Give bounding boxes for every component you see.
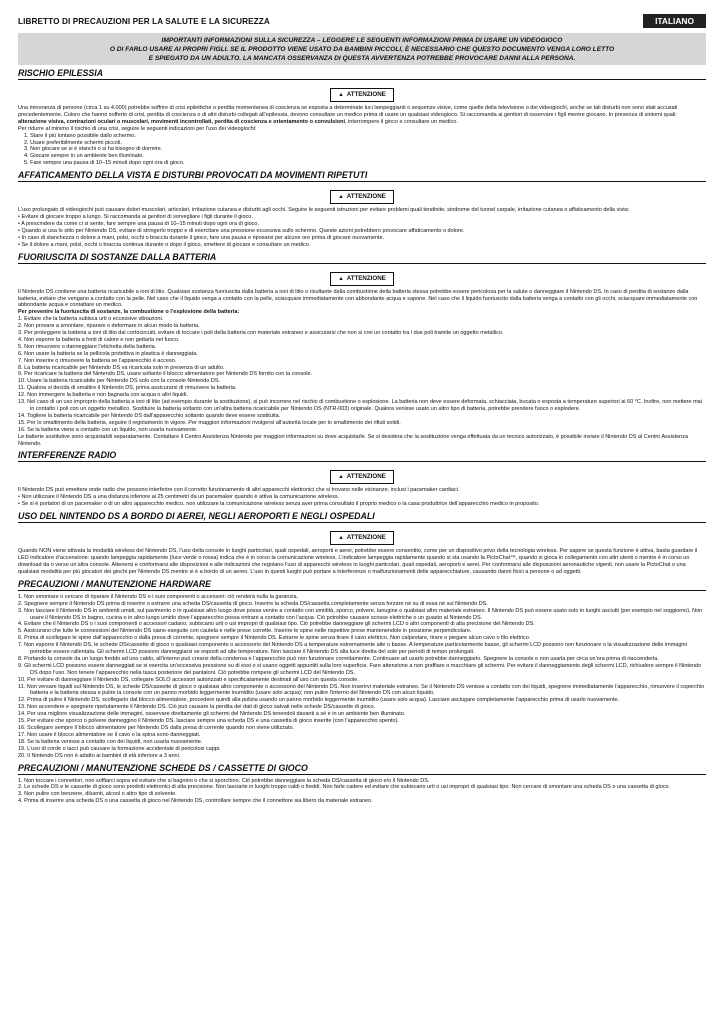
section-title: RISCHIO EPILESSIA xyxy=(18,68,706,80)
warning-triangle-icon: ▲ xyxy=(338,92,344,98)
list-item: 14. Per una migliore visualizzazione delle immagini, osservare direttamente gli schermi del Nintendo DS tenendoli davanti a sé e in un ambiente ben illuminato. xyxy=(18,711,406,718)
intro-line-2: O DI FARLO USARE AI PROPRI FIGLI. SE IL PRODOTTO VIENE USATO DA BAMBINI PICCOLI, È NECESSARIO CHE QUESTO DOCUMENTO VENGA LORO LETTO xyxy=(109,46,615,53)
warning-label: ATTENZIONE xyxy=(346,91,386,98)
intro-line-1: IMPORTANTI INFORMAZIONI SULLA SICUREZZA – LEGGERE LE SEGUENTI INFORMAZIONI PRIMA DI USARE UN VIDEOGIOCO xyxy=(161,37,563,44)
list-item: 9. Per ricaricare la batteria del Nintendo DS, usare soltanto il blocco alimentatore per Nintendo DS fornito con la console. xyxy=(18,371,313,378)
warning-label: ATTENZIONE xyxy=(346,193,386,201)
intro-notice xyxy=(18,33,706,65)
section-card-care xyxy=(18,763,706,806)
list-item: 3. Per proteggere la batteria a ioni di litio dal cortocircuiti, evitare di toccare i poli della batteria con materiale estraneo e assicurarsi che non si crei un contatto tra i due poli tramite un oggetto metallico. xyxy=(18,330,504,337)
list-item: 11. Non versare liquidi sul Nintendo DS, le schede DS/cassette di gioco o qualsiasi altro componente o accessorio del Nintendo DS. Non inserirvi materiale estraneo. Se il Nintendo DS venisse a contatto con dei liquidi, spegnere immediatamente l’apparecchio, rimuovere il coperchio batteria e la batteria stessa e pulire la console con un panno morbido leggermente inumidito (usare solo acqua); non pulire l’interno del Nintendo DS con alcun liquido. xyxy=(18,683,705,697)
paragraph: Quando NON viene attivata la modalità wireless del Nintendo DS, l’uso della console in luoghi particolari, quali ospedali, aeroporti e aerei, potrebbe essere consentito, come per un dispositivo privo della tecnologia wireless. Per sapere se questa funzione è attiva, basta guardare il LED indicatore d’accensione: quando lampeggia rapidamente (luce verde o rossa) indica che è in corso la comunicazione wireless. L’indicatore lampeggia rapidamente quando si sta usando la PictoChat™, quando si gioca in collegamento con altri utenti o mentre è in corso un download da o verso un’altra console. Attenersi e conformarsi alle disposizioni e alle indicazioni che regolano l’uso di apparecchi wireless in luoghi particolari, quali ospedali, aeroporti e aerei. Per conformarsi alle disposizioni aeronautiche vigenti, non usare la PictoChat o una qualsiasi modalità per più giocatori dei giochi per Nintendo DS mentre si è a bordo di un aereo. L’uso in questi luoghi può portare a interferenze o malfunzionamenti delle apparecchiature, causando danni fisici a persone o ad oggetti. xyxy=(18,548,698,575)
list-item: 2. Usare preferibilmente schermi piccoli. xyxy=(24,139,122,146)
warning-triangle-icon: ▲ xyxy=(338,474,344,481)
list-item: 12. Prima di pulire il Nintendo DS, scollegarlo dal blocco alimentatore, procedere quindi alla pulizia usando un panno morbido leggermente inumidito (usare solo acqua). Lasciare asciugare completamente l’apparecchio prima di usarlo nuovamente. xyxy=(18,697,620,704)
list-item: 17. Non usare il blocco alimentatore se il cavo o la spina sono danneggiati. xyxy=(18,731,201,738)
list-item: 5. Non rimuovere o danneggiare l’etichetta della batteria. xyxy=(18,343,157,350)
list-item: 20. Il Nintendo DS non è adatto ai bambini di età inferiore a 3 anni. xyxy=(18,752,181,759)
text: , interrompere il gioco e consultare un medico. xyxy=(345,118,458,125)
list-item: 15. Per evitare che sporco o polvere danneggino il Nintendo DS, lasciare sempre una scheda DS e una cassetta di gioco inserite (con l’apparecchio spento). xyxy=(18,718,399,725)
section-title: USO DEL NINTENDO DS A BORDO DI AEREI, NEGLI AEROPORTI E NEGLI OSPEDALI xyxy=(18,511,706,523)
list-item: 16. Scollegare sempre il blocco alimentatore per Nintendo DS dalla presa di corrente quando non viene utilizzato. xyxy=(18,725,295,731)
list-item: 4. Prima di inserire una scheda DS o una cassetta di gioco nel Nintendo DS, controllare sempre che il connettore sia libero da materiale estraneo. xyxy=(18,798,373,805)
intro-line-3: E SPIEGATO DA UN ADULTO. LA MANCATA OSSERVANZA DI QUESTA AVVERTENZA POTREBBE PROVOCARE DANNI ALLA PERSONA. xyxy=(148,55,576,62)
bold-text: alterazione visiva, contrazioni oculari o muscolari, movimenti incontrollati, perdita di coscienza e orientamento o convulsioni xyxy=(18,118,346,125)
warning-label: ATTENZIONE xyxy=(346,473,386,481)
bullet-item: • Quando si usa lo stilo per Nintendo DS, evitare di stringerlo troppo e di esercitare una pressione eccessiva sullo schermo. Queste azioni potrebbero provocare affaticamento o dolore. xyxy=(18,227,465,234)
list-item: 8. Portando la console da un luogo freddo ad uno caldo, all’interno può crearsi della condensa e l’apparecchio può non funzionare correttamente. Continuare ad usarlo potrebbe danneggiarlo. Spegnere la console e non usarla per circa un’ora prima di riaccenderla. xyxy=(18,655,659,662)
warning-box xyxy=(330,470,394,484)
section-title: PRECAUZIONI / MANUTENZIONE HARDWARE xyxy=(18,579,706,591)
list-item: 1. Non smontare o cercare di riparare il Nintendo DS o i suoi componenti o accessori: ciò renderà nulla la garanzia. xyxy=(18,593,299,600)
list-item: 6. Prima di scollegare le spine dall’apparecchio o dalla presa di corrente, spegnere sempre il Nintendo DS. Estrarre le spine senza tirare il cavo elettrico. Non calpestare, tirare o piegare alcun cavo o filo elettrico. xyxy=(18,635,531,642)
section-aircraft-hospitals xyxy=(18,511,706,576)
list-item: 5. Fare sempre una pausa di 10–15 minuti dopo ogni ora di gioco. xyxy=(24,160,185,167)
list-item: 4. Non esporre la batteria a fonti di calore e non gettarla nel fuoco. xyxy=(18,336,180,343)
warning-triangle-icon: ▲ xyxy=(338,535,344,542)
document-title: LIBRETTO DI PRECAUZIONI PER LA SALUTE E LA SICUREZZA xyxy=(18,16,270,26)
paragraph: Per ridurre al minimo il rischio di una crisi, seguire le seguenti indicazioni per l’uso dei videogiochi: xyxy=(18,125,257,132)
list-item: 1. Evitare che la batteria subisca urti o eccessive vibrazioni. xyxy=(18,316,164,323)
warning-box xyxy=(330,272,394,286)
list-item: 1. Non toccare i connettori, non soffiarci sopra ed evitare che si bagnino o che si sporchino. Ciò potrebbe danneggiare la scheda DS/cassetta di gioco e/o il Nintendo DS. xyxy=(18,777,430,784)
list-item: 10. Usare la batteria ricaricabile per Nintendo DS solo con la console Nintendo DS. xyxy=(18,378,221,385)
list-item: 12. Non immergere la batteria e non bagnarla con acqua o altri liquidi. xyxy=(18,392,188,399)
section-hardware-care xyxy=(18,579,706,760)
list-item: 19. L’uso di corde o lacci può causare la formazione accidentale di pericolosi cappi. xyxy=(18,745,221,752)
list-item: 18. Se la batteria venisse a contatto con dei liquidi, non usarla nuovamente. xyxy=(18,738,203,745)
section-radio-interference xyxy=(18,450,706,508)
warning-box xyxy=(330,531,394,545)
list-item: 2. Le schede DS e le cassette di gioco sono prodotti elettronici di alta precisione. Non lasciarle in luoghi troppo caldi o freddi. Non farle cadere ed evitare che subiscano urti o usi impropri di qualsiasi tipo. Non cercare di smontare una scheda DS o una cassetta di gioco. xyxy=(18,784,671,791)
numbered-list xyxy=(18,594,706,760)
bullet-item: • Se il dolore a mani, polsi, occhi o braccia continua durante o dopo il gioco, smettere di giocare e consultare un medico. xyxy=(18,241,311,248)
list-item: 4. Giocare sempre in un ambiente ben illuminato. xyxy=(24,153,144,160)
list-item: 6. Non usare la batteria se la pellicola protettiva in plastica è danneggiata. xyxy=(18,350,198,357)
section-battery xyxy=(18,252,706,448)
header xyxy=(18,14,706,28)
warning-label: ATTENZIONE xyxy=(346,274,386,282)
list-item: 7. Non inserire o rimuovere la batteria se l’apparecchio è acceso. xyxy=(18,357,177,364)
warning-box xyxy=(330,88,394,102)
language-badge: ITALIANO xyxy=(643,14,706,28)
list-item: 9. Gli schermi LCD possono essere danneggiati se si esercita un’eccessiva pressione su di essi o si usano oggetti appuntiti sulla loro superficie. Fare attenzione a non graffiare o macchiare gli schermi. Per evitare il danneggiamento degli schermi LCD, richiudere sempre il Nintendo DS dopo l’uso. Non tenere l’apparecchio nella tasca posteriore dei pantaloni. Ciò potrebbe rompere gli schermi LCD del Nintendo DS. xyxy=(18,662,702,676)
paragraph xyxy=(18,105,706,126)
paragraph: Il Nintendo DS può emettere onde radio che possono interferire con il corretto funzionamento di altri apparecchi elettronici che si trovano nelle vicinanze, inclusi i pacemaker cardiaci. xyxy=(18,487,460,494)
subheading: Per prevenire la fuoriuscita di sostanze, la combustione o l’esplosione della batteria: xyxy=(18,309,240,316)
list-item: 2. Non provare a smontare, riparare o deformare in alcun modo la batteria. xyxy=(18,323,200,330)
list-item: 2. Spegnere sempre il Nintendo DS prima di inserire o estrarre una scheda DS/cassetta di gioco. Inserire la scheda DS/cassetta completamente senza forzare né su di essa né sul Nintendo DS. xyxy=(18,600,488,607)
list-item: 5. Assicurarsi che tutte le connessioni del Nintendo DS siano eseguite con cautela e nelle prese corrette. Inserire le spine nelle rispettive prese mantenendole in posizione perpendicolare. xyxy=(18,628,472,635)
numbered-list xyxy=(18,778,706,806)
list-item: 13. Nel caso di un uso improprio della batteria a ioni di litio (ad esempio durante la sostituzione), si può incorrere nel rischio di combustione o esplosione. La batteria non deve essere deformata, schiacciata, bucata o esposta a temperature superiori ai 60 °C. Inoltre, non mettere mai in contatto i poli con un oggetto metallico. Sostituire la batteria soltanto con un’altra batteria ricaricabile per Nintendo DS (NTR-003) originale. Qualora venisse usato un altro tipo di batteria, potrebbe prendere fuoco o esplodere. xyxy=(18,399,702,412)
section-title: FUORIUSCITA DI SOSTANZE DALLA BATTERIA xyxy=(18,252,706,264)
warning-triangle-icon: ▲ xyxy=(338,194,344,201)
bullet-item: • A prescindere da come ci si sente, fare sempre una pausa di 10–15 minuti dopo ogni ora di gioco. xyxy=(18,220,260,227)
list-item: 1. Stare il più lontano possibile dallo schermo. xyxy=(24,132,136,139)
list-item: 10. Per evitare di danneggiare il Nintendo DS, collegare SOLO accessori autorizzati e specificatamente destinati all’uso con questa console. xyxy=(18,676,359,683)
list-item: 11. Qualora si decida di smaltire il Nintendo DS, prima assicurarsi di rimuovere la batteria. xyxy=(18,385,237,392)
section-title: INTERFERENZE RADIO xyxy=(18,450,706,462)
list-item: 3. Non lasciare il Nintendo DS in ambienti umidi, sul pavimento o in qualsiasi altro luogo dove possa venire a contatto con umidità, sporco, polvere, lanugine o qualsiasi altro materiale estraneo. Il Nintendo DS può essere usato solo in luoghi asciutti (per esempio nel soggiorno). Non usare il Nintendo DS in bagno, cucina o in altro luogo umido dove l’apparecchio possa entrare a contatto con l’acqua. Ciò potrebbe causare scosse elettriche o un guasto al Nintendo DS. xyxy=(18,607,703,621)
bullet-item: • Non utilizzare il Nintendo DS a una distanza inferiore ai 25 centimetri da un pacemaker quando è attiva la comunicazione wireless. xyxy=(18,494,340,501)
paragraph: Il Nintendo DS contiene una batteria ricaricabile a ioni di litio. Qualsiasi sostanza fuoriuscita dalla batteria a ioni di litio o risultante dalla combustione della batteria stessa potrebbe essere pericolosa per la salute o danneggiare il Nintendo DS. In caso di perdita di sostanze dalla batteria, evitare che vengano a contatto con la pelle. Nel caso che il liquido venga a contatto con la pelle, sciacquare immediatamente con abbondante acqua e sapone. Nel caso che il liquido fuoriuscito dalla batteria venga a contatto con gli occhi, sciacquare immediatamente con abbondante acqua e contattare un medico. xyxy=(18,288,698,309)
warning-box xyxy=(330,190,394,204)
list-item: 3. Non pulire con benzene, diluenti, alcool o altro tipo di solvente. xyxy=(18,791,177,798)
numbered-list xyxy=(18,133,706,168)
section-eye-strain xyxy=(18,170,706,248)
bullet-item: • Se si è portatori di un pacemaker o di un altro apparecchio medico, non utilizzare la comunicazione wireless senza aver prima consultato il proprio medico o la casa produttrice dell’apparecchio medico in proposito. xyxy=(18,501,540,508)
section-title: AFFATICAMENTO DELLA VISTA E DISTURBI PROVOCATI DA MOVIMENTI RIPETUTI xyxy=(18,170,706,182)
numbered-list xyxy=(18,316,706,433)
list-item: 4. Evitare che il Nintendo DS o i suoi componenti o accessori cadano, subiscano urti o usi impropri di qualsiasi tipo. Ciò potrebbe danneggiare gli schermi LCD o altri componenti di alta precisione del Nintendo DS. xyxy=(18,621,535,628)
list-item: 8. La batteria ricaricabile per Nintendo DS va ricaricata solo in presenza di un adulto. xyxy=(18,364,225,371)
list-item: 7. Non esporre il Nintendo DS, le schede DS/cassette di gioco o qualsiasi componente o accessorio del Nintendo DS a temperature estremamente alte o basse. A temperature particolarmente basse, gli schermi LCD possono non funzionare o la visualizzazione delle immagini potrebbe essere rallentata. Gli schermi LCD possono danneggiarsi se esposti ad alte temperature. Non lasciare il Nintendo DS alla luce diretta del sole per periodi di tempo prolungati. xyxy=(18,642,687,656)
warning-triangle-icon: ▲ xyxy=(338,275,344,282)
list-item: 14. Togliere la batteria ricaricabile per Nintendo DS dall’apparecchio soltanto quando deve essere sostituita. xyxy=(18,412,281,419)
list-item: 16. Se la batteria viene a contatto con un liquido, non usarla nuovamente. xyxy=(18,426,198,433)
bullet-item: • In caso di stanchezza o dolore a mani, polsi, occhi o braccia durante il gioco, fare una pausa e riposarsi per alcune ore prima di giocare nuovamente. xyxy=(18,234,385,241)
bullet-item: • Evitare di giocare troppo a lungo. Si raccomanda ai genitori di sorvegliare i figli durante il gioco. xyxy=(18,214,253,221)
warning-label: ATTENZIONE xyxy=(346,534,386,542)
paragraph: Le batterie sostitutive sono acquistabili separatamente. Contattare il Centro Assistenza Nintendo per maggiori informazioni su dove acquistarle. Se si desidera che la sostituzione venga effettuata da un tecnico autorizzato, è possibile inviare il Nintendo DS al Centro Assistenza Nintendo. xyxy=(18,433,689,447)
paragraph: L’uso prolungato di videogiochi può causare dolori muscolari, articolari, irritazione cutanea e disturbi agli occhi. Seguire le seguenti istruzioni per evitare problemi quali tendinite, sindrome del tunnel carpale, irritazione cutanea o affaticamento della vista: xyxy=(18,207,630,214)
list-item: 13. Non accendere e spegnere ripetutamente il Nintendo DS. Ciò può causare la perdita dei dati di gioco salvati nelle schede DS/cassette di gioco. xyxy=(18,704,376,711)
list-item: 3. Non giocare se si è stanchi o si ha bisogno di dormire. xyxy=(24,146,163,153)
list-item: 15. Per lo smaltimento della batteria, seguire il regolamento in vigore. Per maggiori informazioni rivolgersi all’autorità locale per lo smaltimento dei rifiuti solidi. xyxy=(18,419,401,426)
section-epilepsy xyxy=(18,68,706,167)
section-title: PRECAUZIONI / MANUTENZIONE SCHEDE DS / CASSETTE DI GIOCO xyxy=(18,763,706,775)
text: Una minoranza di persone (circa 1 su 4.000) potrebbe soffrire di crisi epilettiche o perdita momentanea di coscienza se esposta a determinate luci lampeggianti o sequenze visive, come quelle della televisione o dei videogiochi, anche se tali disturbi non sono stati accusati precedentemente. Coloro che hanno sofferto di crisi, perdita di coscienza o di altri disturbi collegati all’epilessia, devono consultare un medico prima di usare un qualsiasi videogioco. Si raccomanda ai genitori di osservare i figli mentre giocano. In presenza di sintomi quali: xyxy=(18,105,678,118)
